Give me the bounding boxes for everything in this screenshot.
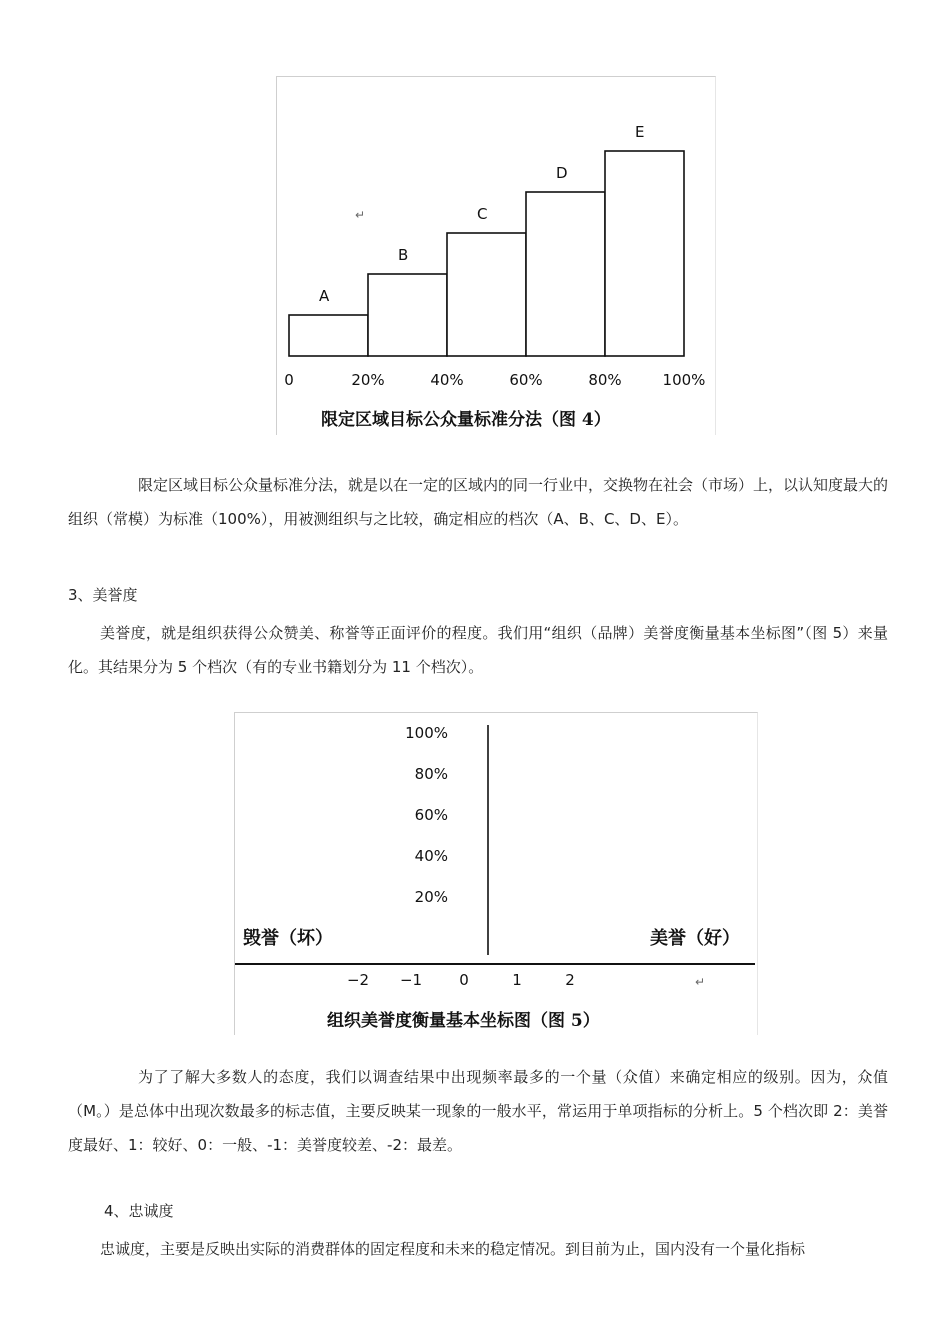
bar-label: E [635,123,645,141]
y-tick-label: 100% [405,724,448,742]
figure-4-caption: 限定区域目标公众量标准分法（图 4） [321,410,611,430]
bar-e [605,151,684,356]
x-tick-label: 60% [509,371,543,389]
x-tick-label: 100% [662,371,706,389]
section-4-heading: 4、忠诚度 [104,1202,174,1220]
left-label: 毁誉（坏） [243,928,333,949]
x-tick-label: 0 [459,971,469,989]
bar-label: B [398,246,409,264]
figure-4-chart [277,77,715,435]
bar-label: A [319,287,330,305]
x-tick-label: 40% [430,371,464,389]
x-tick-label: −2 [346,971,370,989]
paragraph-2: 为了了解大多数人的态度，我们以调查结果中出现频率最多的一个量（众值）来确定相应的级别。因为，众值（M。）是总体中出现次数最多的标志值，主要反映某一现象的一般水平，常运用于单项指标的分析上。5 个档次即 2：美誉度最好、1：较好、0：一般、-1：美誉度较差、-2：最差。 [68,1068,888,1154]
bar-d [526,192,605,356]
right-label: 美誉（好） [650,928,740,949]
bar-label: D [556,164,568,182]
x-tick-label: −1 [399,971,423,989]
section-3-heading: 3、美誉度 [68,586,138,604]
bar-c [447,233,526,356]
x-tick-label: 0 [284,371,294,389]
bar-label: C [477,205,488,223]
section-3-paragraph: 美誉度，就是组织获得公众赞美、称誉等正面评价的程度。我们用“组织（品牌）美誉度衡量基本坐标图”（图 5）来量化。其结果分为 5 个档次（有的专业书籍划分为 11 个档次）。 [68,624,888,676]
bar-a [289,315,368,356]
paragraph-mark: ↵ [355,208,366,222]
figure-4 [276,76,716,435]
x-tick-label: 2 [565,971,575,989]
x-tick-label: 1 [512,971,522,989]
bar-b [368,274,447,356]
paragraph-1: 限定区域目标公众量标准分法，就是以在一定的区域内的同一行业中，交换物在社会（市场）上，以认知度最大的组织（常模）为标准（100%），用被测组织与之比较，确定相应的档次（A、B、C、D、E）。 [68,476,889,528]
y-tick-label: 20% [414,888,448,906]
paragraph-mark: ↵ [695,975,706,989]
section-4-paragraph: 忠诚度，主要是反映出实际的消费群体的固定程度和未来的稳定情况。到目前为止，国内没有一个量化指标 [100,1240,806,1258]
y-tick-label: 40% [414,847,448,865]
x-tick-label: 20% [351,371,385,389]
figure-5 [234,712,758,1035]
y-tick-label: 80% [414,765,448,783]
y-tick-label: 60% [414,806,448,824]
x-tick-label: 80% [588,371,622,389]
figure-5-chart [235,713,757,1035]
figure-5-caption: 组织美誉度衡量基本坐标图（图 5） [327,1011,600,1031]
